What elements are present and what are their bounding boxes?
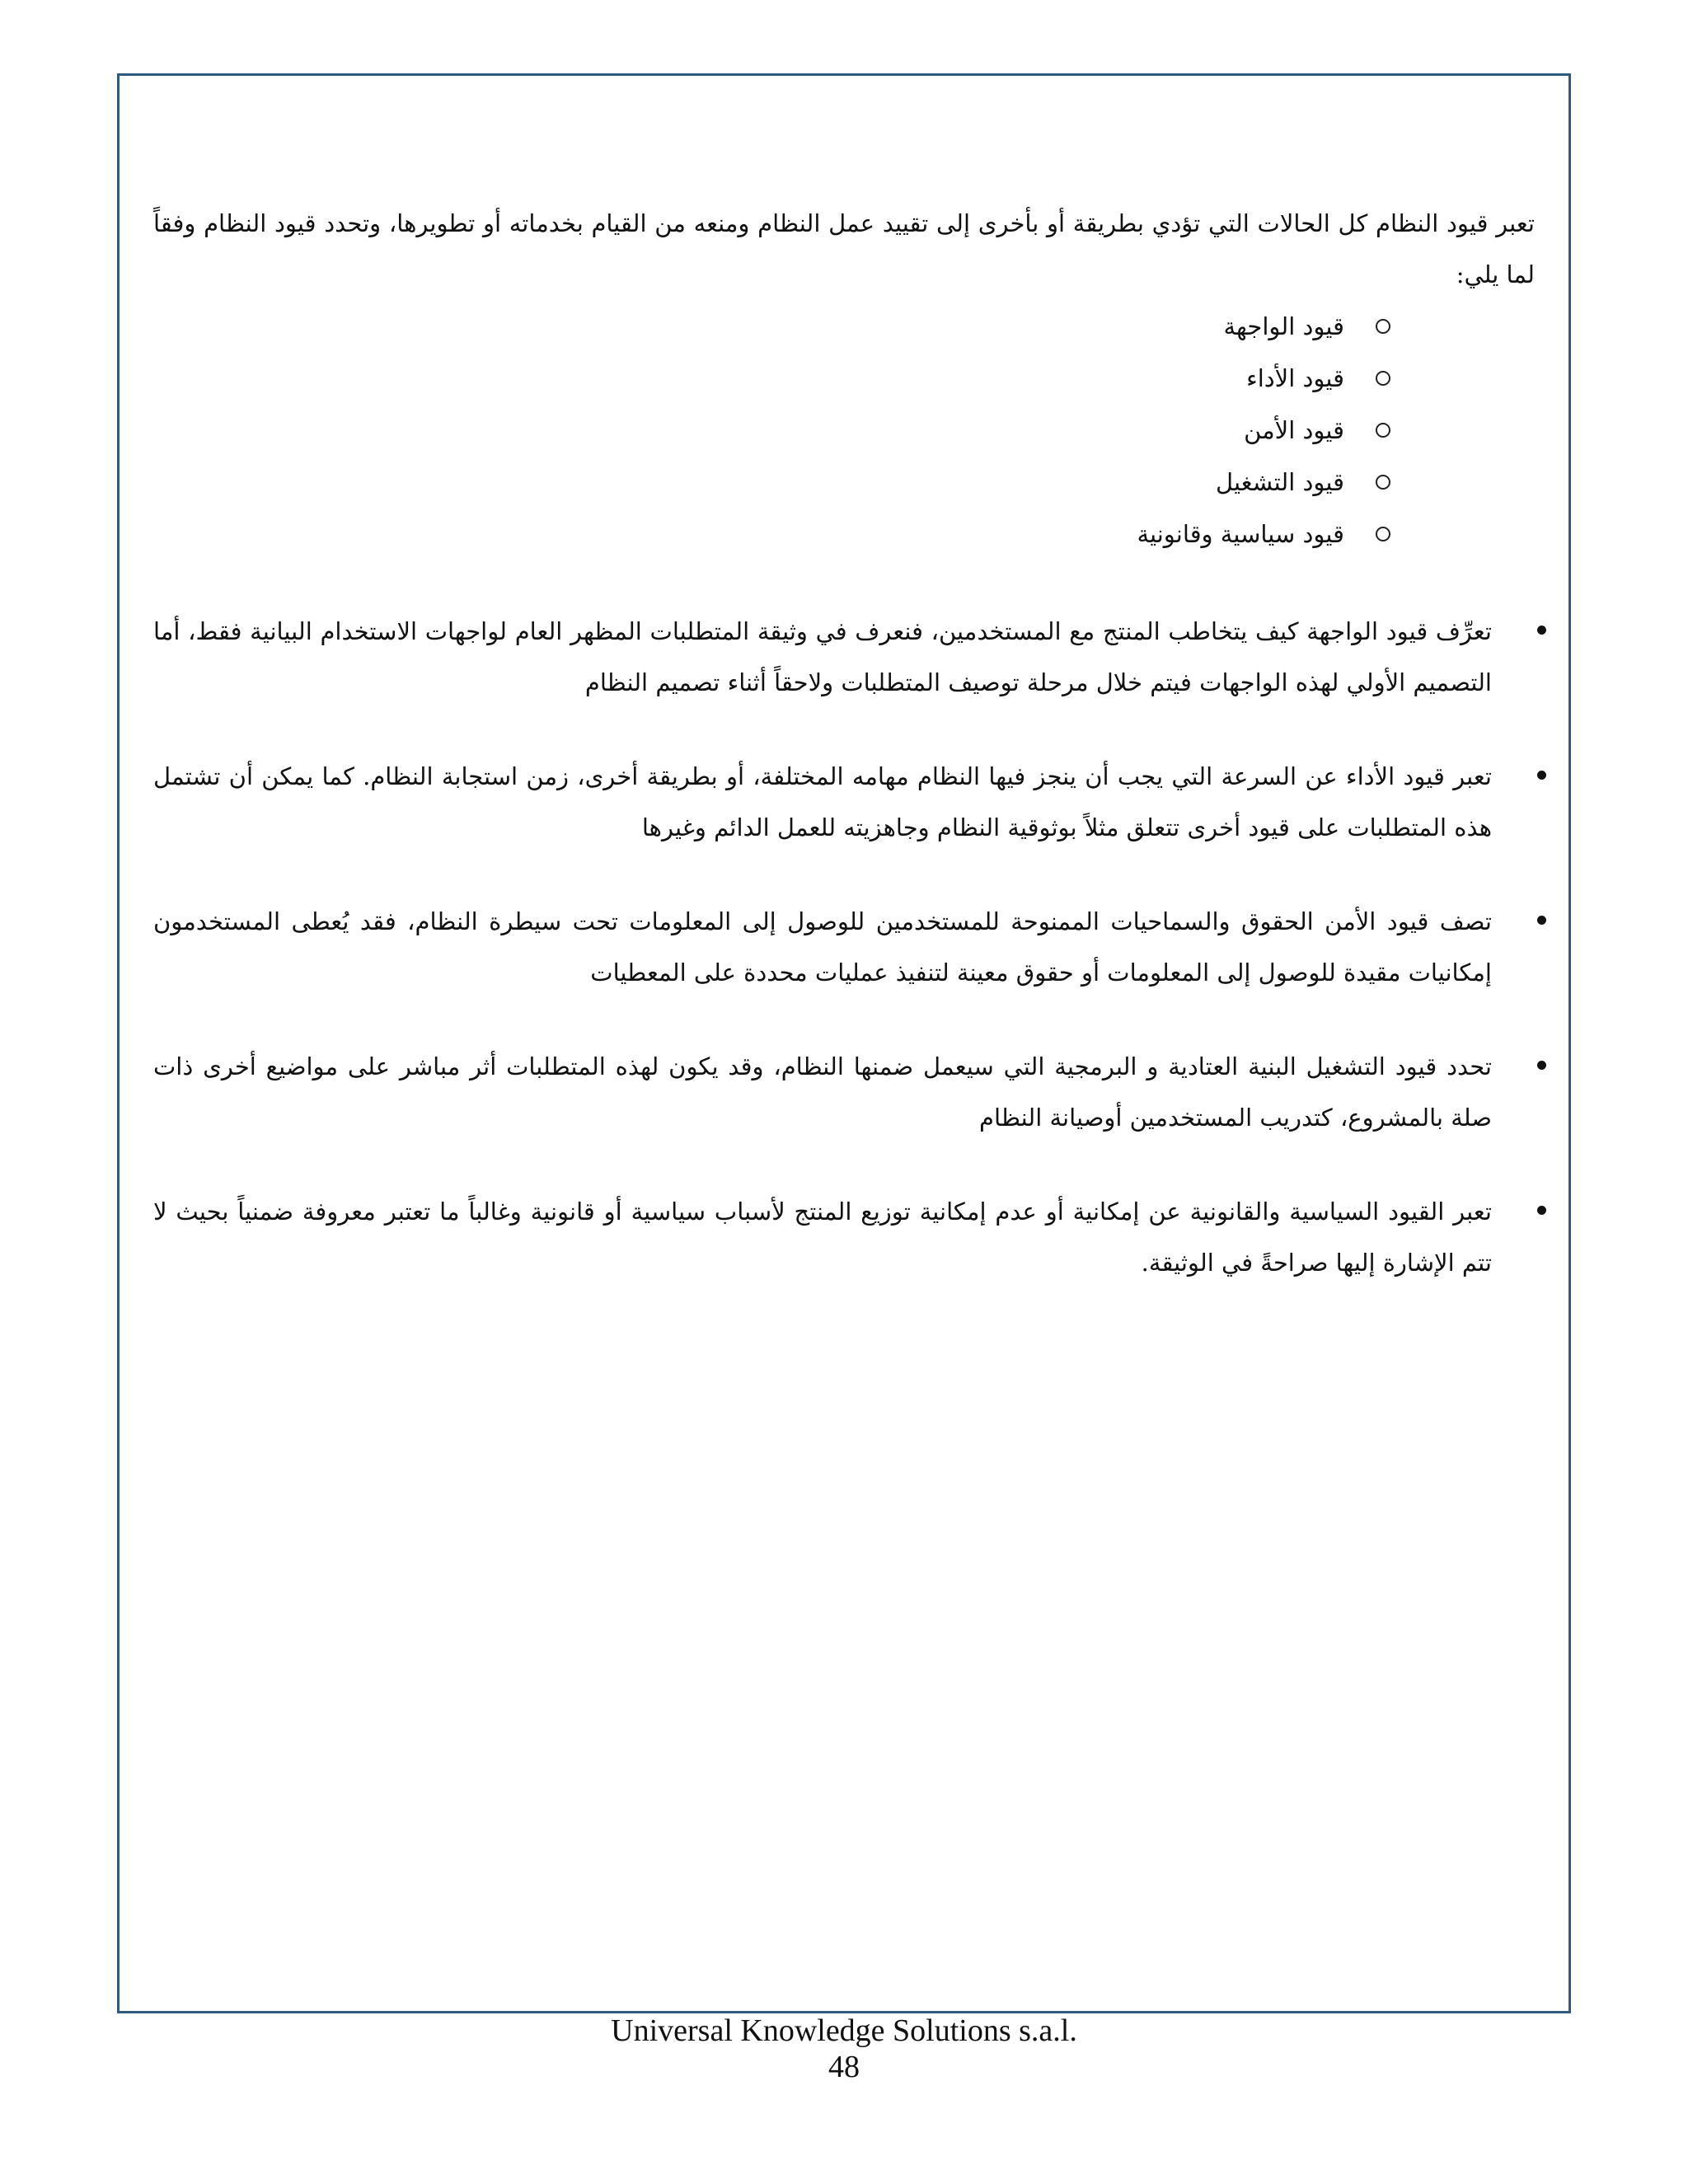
footer-page-number: 48	[828, 2050, 860, 2084]
list-item	[153, 456, 1390, 508]
list-item	[153, 300, 1390, 352]
hollow-circle-bullet-icon	[1376, 423, 1390, 438]
bullet-paragraph-interface	[153, 606, 1492, 708]
bullet-paragraph-performance	[153, 751, 1492, 853]
hollow-circle-bullet-icon	[1376, 475, 1390, 490]
footer-company-name: Universal Knowledge Solutions s.a.l.	[611, 2013, 1077, 2048]
list-item-text: قيود الواجهة	[1223, 312, 1344, 340]
list-item-text: قيود الأداء	[1246, 363, 1344, 392]
filled-dot-bullet-icon	[1537, 1206, 1546, 1215]
bullet-text: تعبر القيود السياسية والقانونية عن إمكانية أو عدم إمكانية توزيع المنتج لأسباب سياسية أو قانونية وغالباً ما تعتبر معروفة ضمنياً بحيث لا تتم الإشارة إليها صراحةً في الوثيقة.	[153, 1197, 1492, 1277]
filled-dot-bullet-icon	[1537, 916, 1546, 925]
list-item-text: قيود الأمن	[1244, 415, 1344, 444]
filled-dot-bullet-icon	[1537, 626, 1546, 635]
document-body	[153, 198, 1535, 1331]
hollow-circle-bullet-icon	[1376, 527, 1390, 541]
constraint-descriptions-list	[153, 606, 1535, 1288]
constraint-types-list	[153, 300, 1535, 560]
list-item	[153, 352, 1390, 404]
bullet-text: تحدد قيود التشغيل البنية العتادية و البرمجية التي سيعمل ضمنها النظام، وقد يكون لهذه المتطلبات أثر مباشر على مواضيع أخرى ذات صلة بالمشروع، كتدريب المستخدمين أوصيانة النظام	[153, 1052, 1492, 1132]
intro-paragraph: تعبر قيود النظام كل الحالات التي تؤدي بطريقة أو بأخرى إلى تقييد عمل النظام ومنعه من القيام بخدماته أو تطويرها، وتحدد قيود النظام وفقاً لما يلي:	[153, 209, 1535, 288]
bullet-paragraph-operation	[153, 1041, 1492, 1143]
list-item	[153, 404, 1390, 456]
hollow-circle-bullet-icon	[1376, 371, 1390, 386]
bullet-paragraph-security	[153, 896, 1492, 998]
filled-dot-bullet-icon	[1537, 1061, 1546, 1070]
bullet-text: تعبر قيود الأداء عن السرعة التي يجب أن ينجز فيها النظام مهامه المختلفة، أو بطريقة أخرى، زمن استجابة النظام. كما يمكن أن تشتمل هذه المتطلبات على قيود أخرى تتعلق مثلاً بوثوقية النظام وجاهزيته للعمل الدائم وغيرها	[153, 762, 1492, 841]
list-item-text: قيود التشغيل	[1216, 467, 1344, 496]
bullet-text: تعرِّف قيود الواجهة كيف يتخاطب المنتج مع المستخدمين، فنعرف في وثيقة المتطلبات المظهر العام لواجهات الاستخدام البيانية فقط، أما التصميم الأولي لهذه الواجهات فيتم خلال مرحلة توصيف المتطلبات ولاحقاً أثناء تصميم النظام	[153, 617, 1492, 696]
bullet-text: تصف قيود الأمن الحقوق والسماحيات الممنوحة للمستخدمين للوصول إلى المعلومات تحت سيطرة النظام، فقد يُعطى المستخدمون إمكانيات مقيدة للوصول إلى المعلومات أو حقوق معينة لتنفيذ عمليات محددة على المعطيات	[153, 907, 1492, 987]
filled-dot-bullet-icon	[1537, 771, 1546, 780]
hollow-circle-bullet-icon	[1376, 319, 1390, 334]
list-item-text: قيود سياسية وقانونية	[1137, 519, 1344, 548]
list-item	[153, 508, 1390, 560]
bullet-paragraph-legal	[153, 1186, 1492, 1288]
